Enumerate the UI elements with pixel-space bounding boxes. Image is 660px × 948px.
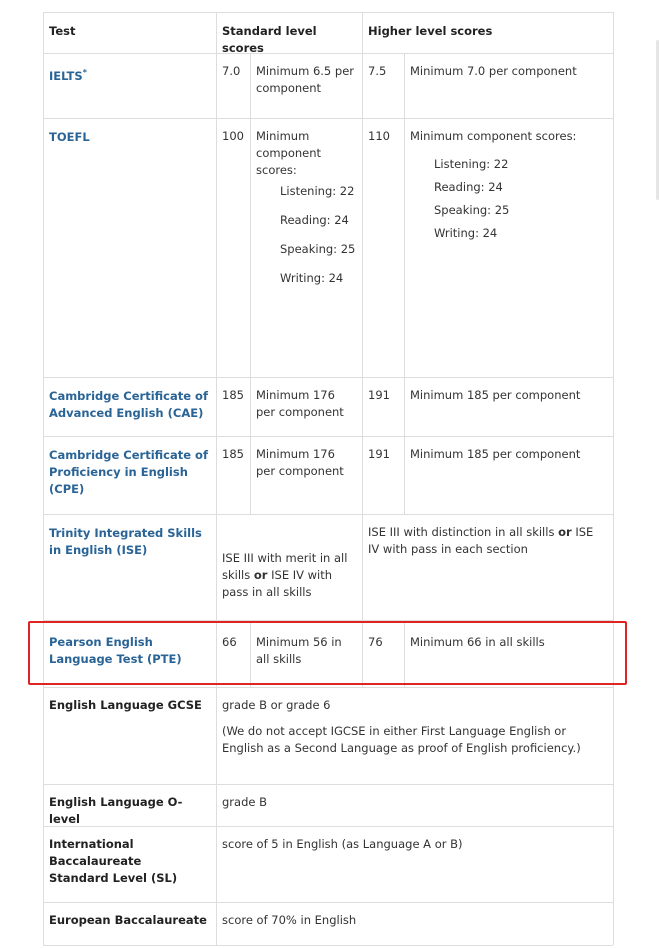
cae-standard-score: 185 xyxy=(222,388,244,402)
toefl-high-writing: Writing: 24 xyxy=(434,226,498,240)
test-link-cae[interactable]: Cambridge Certificate of Advanced English (CAE) xyxy=(49,389,208,420)
toefl-high-reading: Reading: 24 xyxy=(434,180,503,194)
gcse-note: (We do not accept IGCSE in either First Language English or English as a Second Language as proof of English proficiency.) xyxy=(222,724,581,755)
toefl-std-listening: Listening: 22 xyxy=(280,184,355,198)
table-row-ib xyxy=(43,826,613,903)
table-row-ise xyxy=(43,514,613,621)
gcse-requirement: grade B or grade 6 xyxy=(222,698,331,712)
ise-higher-detail xyxy=(362,515,613,621)
toefl-std-reading: Reading: 24 xyxy=(280,213,349,227)
test-link-ielts[interactable]: IELTS xyxy=(49,68,83,83)
ielts-standard-detail: Minimum 6.5 per component xyxy=(256,64,354,95)
cae-higher-detail: Minimum 185 per component xyxy=(410,388,581,402)
scrollbar[interactable] xyxy=(656,40,659,200)
test-link-cpe[interactable]: Cambridge Certificate of Proficiency in English (CPE) xyxy=(49,448,208,496)
olevel-requirement: grade B xyxy=(222,795,267,809)
table-header-row xyxy=(43,12,613,54)
toefl-std-intro: Minimum component scores: xyxy=(256,129,322,177)
pte-higher-detail: Minimum 66 in all skills xyxy=(410,635,545,649)
test-ib: International Baccalaureate Standard Level (SL) xyxy=(49,837,178,885)
table-row-cae xyxy=(43,377,613,437)
cpe-higher-detail: Minimum 185 per component xyxy=(410,447,581,461)
cpe-standard-score: 185 xyxy=(222,447,244,461)
cae-higher-score: 191 xyxy=(368,388,390,402)
toefl-high-speaking: Speaking: 25 xyxy=(434,203,510,217)
toefl-std-writing: Writing: 24 xyxy=(280,271,344,285)
toefl-high-intro: Minimum component scores: xyxy=(410,129,577,143)
toefl-higher-detail xyxy=(404,119,613,378)
toefl-higher-score: 110 xyxy=(368,129,390,143)
cae-standard-detail: Minimum 176 per component xyxy=(256,388,344,419)
ise-std-or: or xyxy=(253,568,268,582)
header-test: Test xyxy=(49,24,76,38)
ielts-higher-detail: Minimum 7.0 per component xyxy=(410,64,577,78)
ise-std-part1: ISE III with merit in all skills xyxy=(222,551,348,582)
toefl-high-listening: Listening: 22 xyxy=(434,157,509,171)
test-eb: European Baccalaureate xyxy=(49,913,207,927)
toefl-standard-detail xyxy=(250,119,362,378)
ise-high-part2: ISE IV with pass in each section xyxy=(368,525,594,556)
ielts-standard-score: 7.0 xyxy=(222,64,241,78)
table-row-toefl xyxy=(43,118,613,378)
table-row-cpe xyxy=(43,436,613,515)
test-gcse: English Language GCSE xyxy=(49,698,202,712)
ib-requirement: score of 5 in English (as Language A or B) xyxy=(222,837,463,851)
table-row-ielts xyxy=(43,53,613,119)
header-higher: Higher level scores xyxy=(368,24,493,38)
table-row-olevel xyxy=(43,784,613,827)
eb-requirement: score of 70% in English xyxy=(222,913,357,927)
test-link-ise[interactable]: Trinity Integrated Skills in English (ISE) xyxy=(49,526,202,557)
toefl-standard-score: 100 xyxy=(222,129,244,143)
ise-high-part1: ISE III with distinction in all skills xyxy=(368,525,559,539)
ise-std-part2: ISE IV with pass in all skills xyxy=(222,568,333,599)
ielts-asterisk: * xyxy=(82,68,87,77)
test-link-pte[interactable]: Pearson English Language Test (PTE) xyxy=(49,635,182,666)
table-row-eb xyxy=(43,902,613,946)
pte-higher-score: 76 xyxy=(368,635,383,649)
pte-standard-detail: Minimum 56 in all skills xyxy=(256,635,342,666)
header-standard: Standard level scores xyxy=(222,24,317,55)
ise-standard-detail xyxy=(216,515,362,621)
test-link-toefl[interactable]: TOEFL xyxy=(49,130,90,144)
cpe-higher-score: 191 xyxy=(368,447,390,461)
ise-high-or: or xyxy=(558,525,572,539)
cpe-standard-detail: Minimum 176 per component xyxy=(256,447,344,478)
table-row-gcse xyxy=(43,687,613,785)
test-olevel: English Language O-level xyxy=(49,795,183,826)
ielts-higher-score: 7.5 xyxy=(368,64,387,78)
toefl-std-speaking: Speaking: 25 xyxy=(280,242,356,256)
gcse-requirement-cell xyxy=(216,688,613,785)
pte-standard-score: 66 xyxy=(222,635,237,649)
pte-row-highlight xyxy=(28,621,627,685)
